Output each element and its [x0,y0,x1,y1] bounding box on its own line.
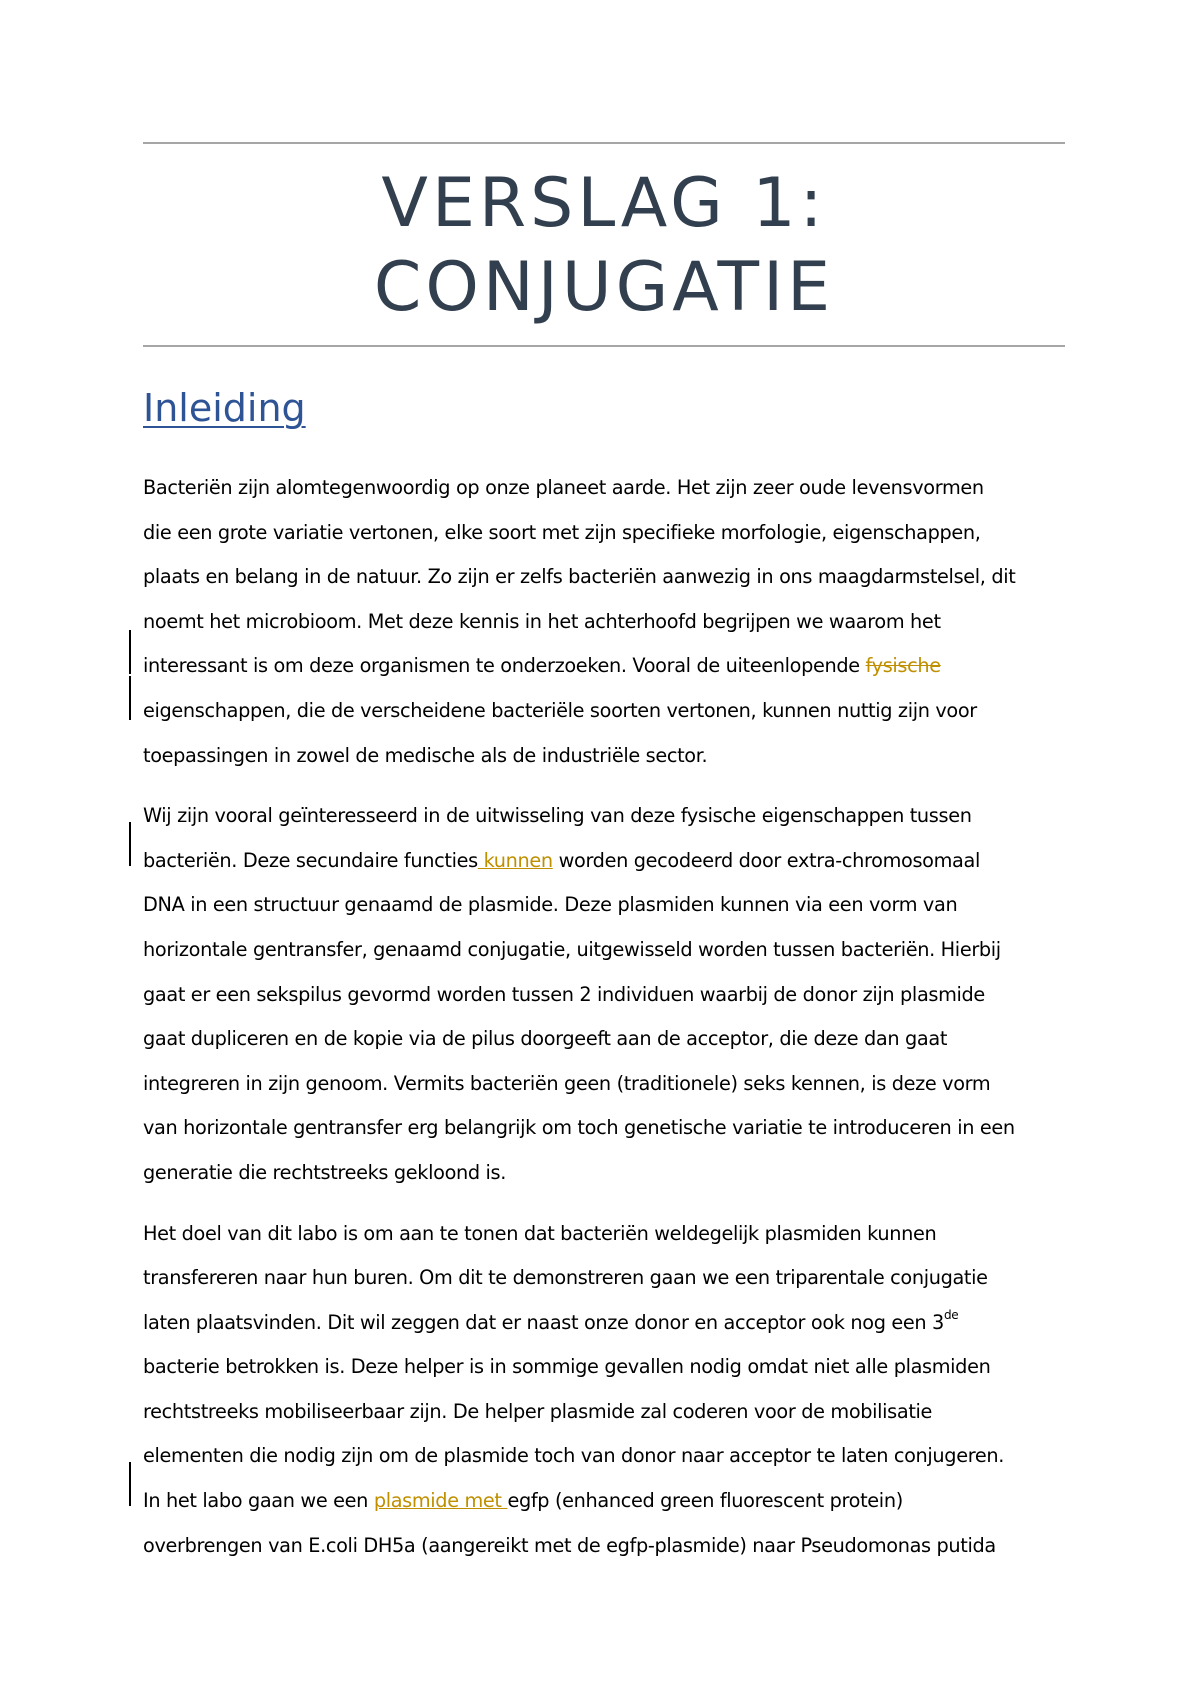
paragraph-1 [143,466,1073,778]
text-line: horizontale gentransfer, genaamd conjugatie, uitgewisseld worden tussen bacteriën. Hierbij [143,937,1001,961]
text-line: transfereren naar hun buren. Om dit te demonstreren gaan we een triparentale conjugatie [143,1266,988,1290]
text-line: overbrengen van E.coli DH5a (aangereikt met de egfp-plasmide) naar Pseudomonas putida [143,1533,996,1557]
text-line: eigenschappen, die de verscheidene bacteriële soorten vertonen, kunnen nuttig zijn voor [143,698,977,722]
text-line: bacterie betrokken is. Deze helper is in sommige gevallen nodig omdat niet alle plasmiden [143,1355,991,1379]
change-bar [129,822,131,866]
change-bar [129,1462,131,1506]
text-segment: egfp (enhanced green fluorescent protein) [507,1489,903,1513]
text-line: gaat dupliceren en de kopie via de pilus doorgeeft aan de acceptor, die deze dan gaat [143,1027,948,1051]
text-segment: bacteriën. Deze secundaire functies [143,848,478,872]
tracked-insertion[interactable]: plasmide met [373,1489,508,1513]
text-line [143,644,1073,689]
text-line: rechtstreeks mobiliseerbaar zijn. De helper plasmide zal coderen voor de mobilisatie [143,1399,933,1423]
text-line: plaats en belang in de natuur. Zo zijn er zelfs bacteriën aanwezig in ons maagdarmstelsel, dit [143,565,1016,589]
text-line [143,1479,1073,1524]
text-line: die een grote variatie vertonen, elke soort met zijn specifieke morfologie, eigenschappen, [143,520,981,544]
text-line: Wij zijn vooral geïnteresseerd in de uitwisseling van deze fysische eigenschappen tussen [143,804,972,828]
text-line: gaat er een sekspilus gevormd worden tussen 2 individuen waarbij de donor zijn plasmide [143,982,985,1006]
text-line: Bacteriën zijn alomtegenwoordig op onze planeet aarde. Het zijn zeer oude levensvormen [143,476,984,499]
section-heading: Inleiding [143,386,306,430]
title-line-2: CONJUGATIE [373,248,835,327]
title-top-rule [143,142,1065,144]
superscript: de [943,1307,959,1322]
text-line: Het doel van dit labo is om aan te tonen dat bacteriën weldegelijk plasmiden kunnen [143,1221,937,1245]
change-bar [129,676,131,720]
paragraph-2 [143,794,1073,1195]
text-line [143,839,1073,884]
document-title [143,162,1065,330]
text-line: toepassingen in zowel de medische als de industriële sector. [143,743,708,767]
text-line: integreren in zijn genoom. Vermits bacteriën geen (traditionele) seks kennen, is deze vorm [143,1071,991,1095]
text-line: elementen die nodig zijn om de plasmide toch van donor naar acceptor te laten conjugeren. [143,1444,1005,1468]
text-line [143,1301,1073,1346]
text-segment: worden gecodeerd door extra-chromosomaal [552,848,980,872]
text-segment: In het labo gaan we een [143,1489,374,1513]
tracked-insertion[interactable]: kunnen [477,848,553,872]
title-bottom-rule [143,345,1065,347]
text-line: noemt het microbioom. Met deze kennis in het achterhoofd begrijpen we waarom het [143,609,941,633]
paragraph-3 [143,1212,1073,1569]
text-line: van horizontale gentransfer erg belangrijk om toch genetische variatie te introduceren in een [143,1116,1015,1140]
text-line: DNA in een structuur genaamd de plasmide. Deze plasmiden kunnen via een vorm van [143,893,958,917]
title-line-1: VERSLAG 1: [381,164,827,243]
change-bar [129,630,131,674]
document-body [143,466,1073,1584]
text-segment: laten plaatsvinden. Dit wil zeggen dat er naast onze donor en acceptor ook nog een 3 [143,1310,944,1334]
tracked-deletion[interactable]: fysische [865,654,941,678]
text-segment: interessant is om deze organismen te onderzoeken. Vooral de uiteenlopende [143,654,866,678]
text-line: generatie die rechtstreeks gekloond is. [143,1160,507,1184]
